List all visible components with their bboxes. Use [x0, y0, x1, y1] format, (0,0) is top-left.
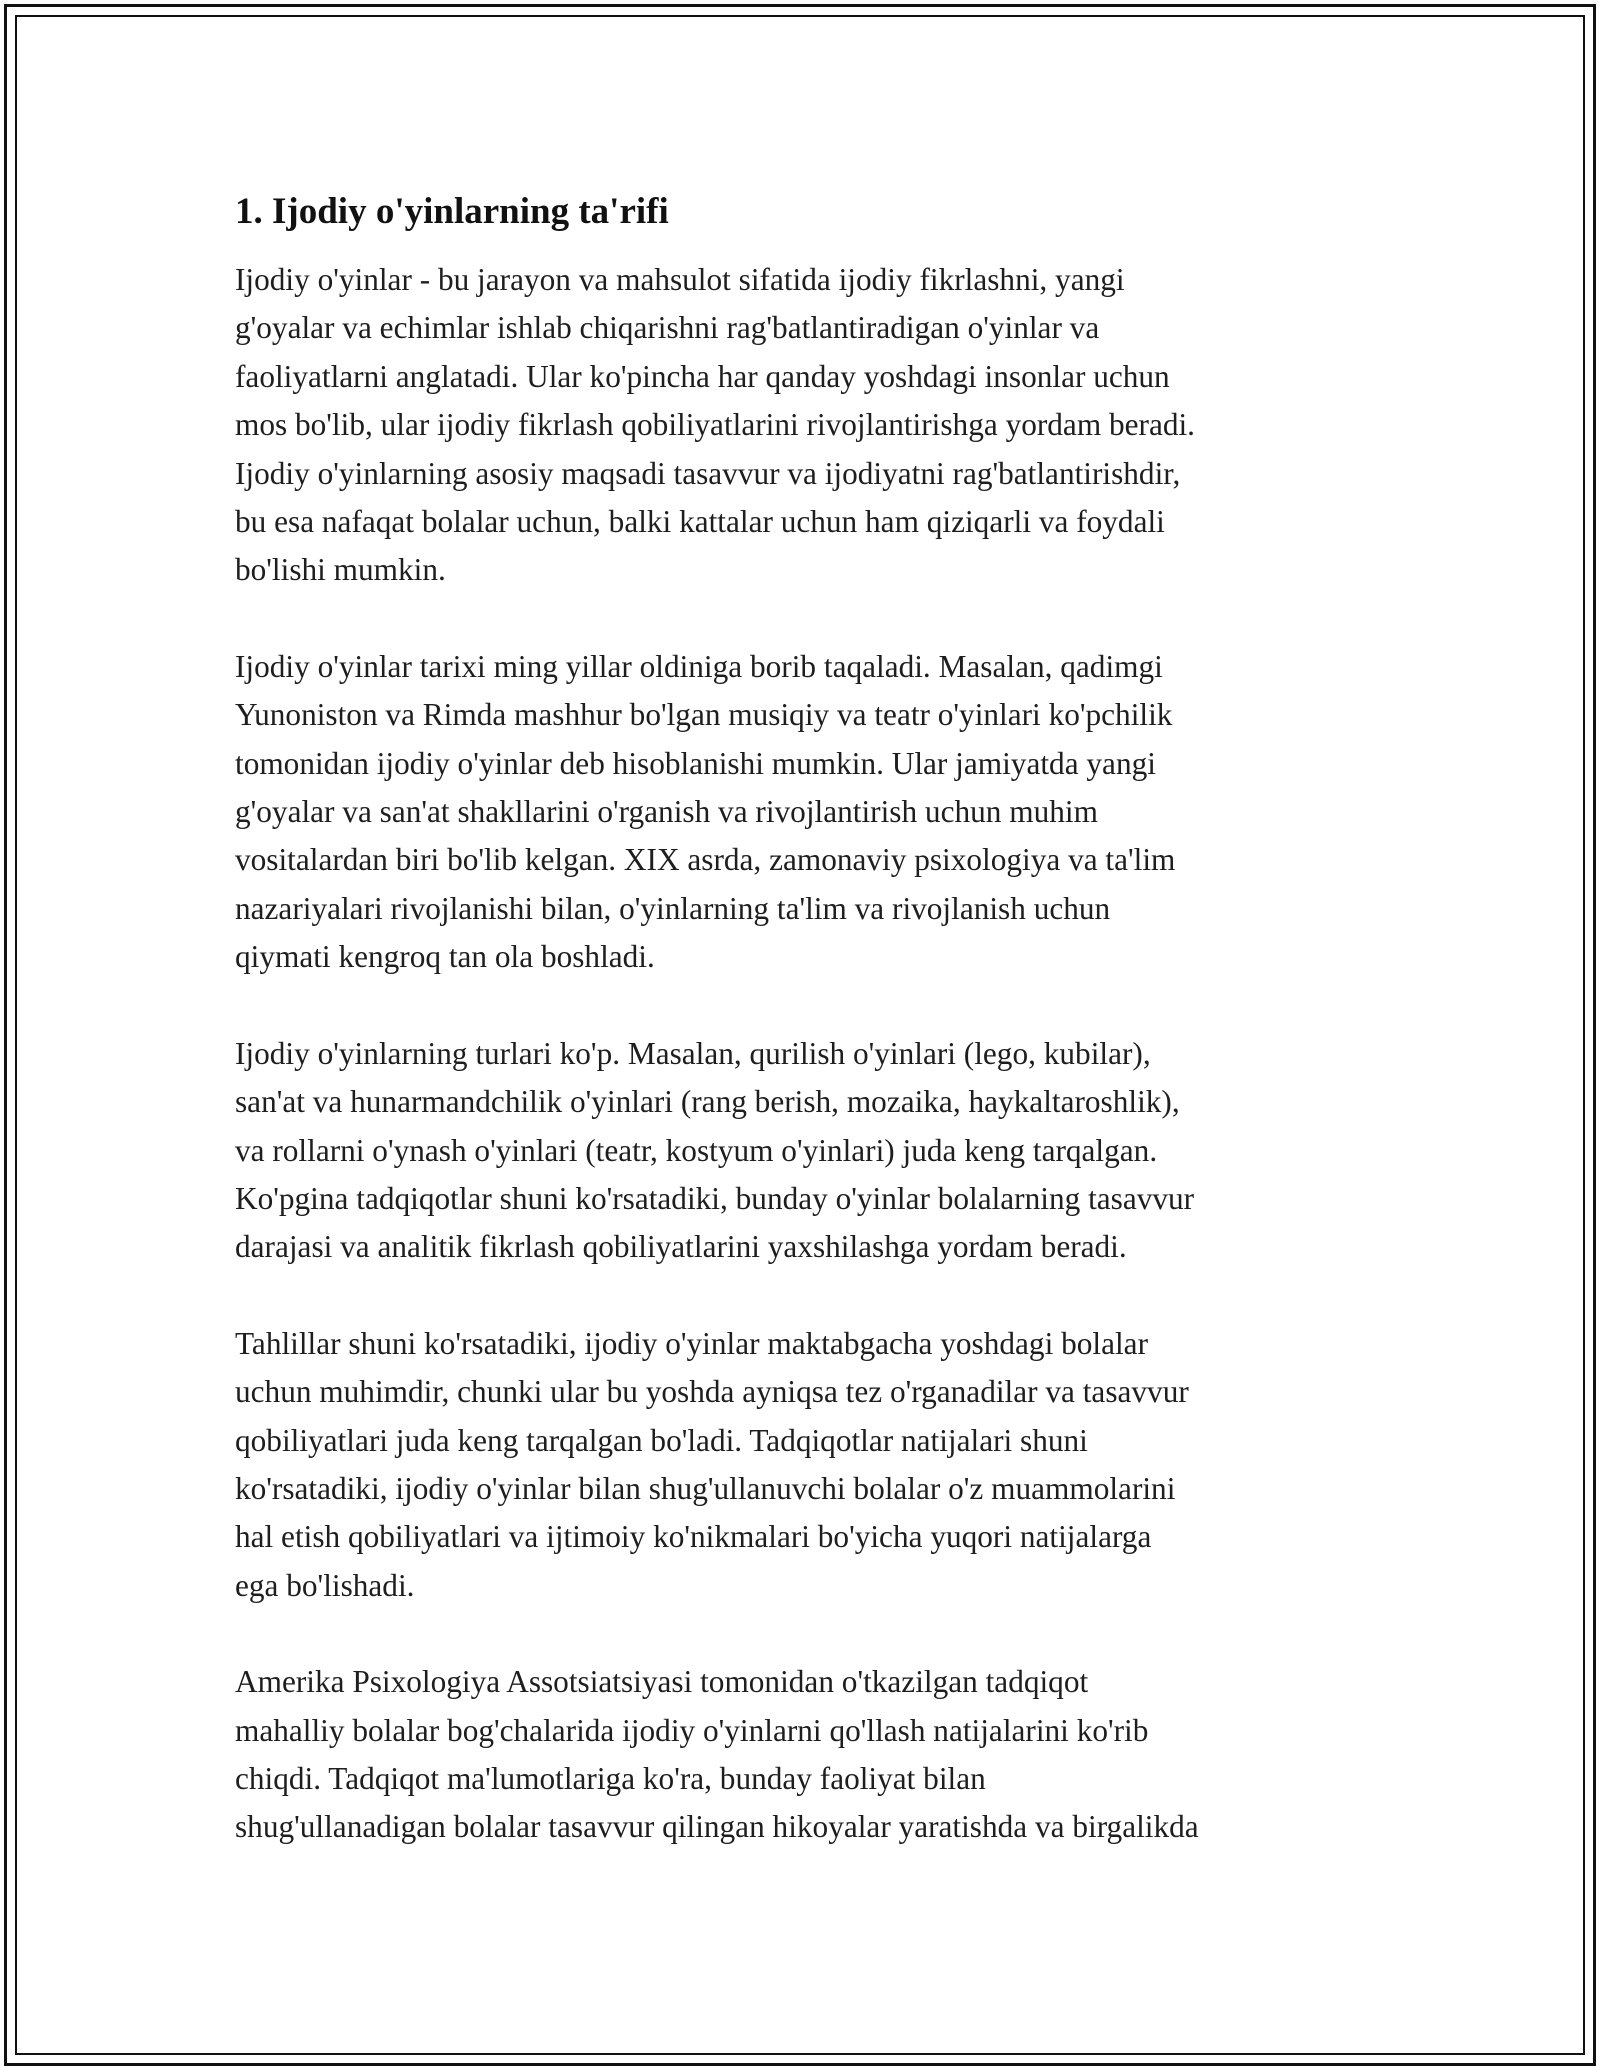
text-line: Ijodiy o'yinlar tarixi ming yillar oldiniga borib taqaladi. Masalan, qadimgi: [235, 648, 1163, 684]
text-line: nazariyalari rivojlanishi bilan, o'yinlarning ta'lim va rivojlanish uchun: [235, 890, 1111, 926]
text-line: san'at va hunarmandchilik o'yinlari (rang berish, mozaika, haykaltaroshlik),: [235, 1084, 1180, 1120]
text-line: shug'ullanadigan bolalar tasavvur qilingan hikoyalar yaratishda va birgalikda: [235, 1809, 1199, 1845]
text-line: mos bo'lib, ular ijodiy fikrlash qobiliyatlarini rivojlantirishga yordam beradi.: [235, 407, 1196, 443]
text-line: Yunoniston va Rimda mashhur bo'lgan musiqiy va teatr o'yinlari ko'pchilik: [235, 697, 1173, 733]
text-line: vositalardan biri bo'lib kelgan. XIX asrda, zamonaviy psixologiya va ta'lim: [235, 842, 1176, 878]
text-line: qiymati kengroq tan ola boshladi.: [235, 939, 655, 975]
text-line: bu esa nafaqat bolalar uchun, balki kattalar uchun ham qiziqarli va foydali: [235, 504, 1165, 540]
text-line: Tahlillar shuni ko'rsatadiki, ijodiy o'yinlar maktabgacha yoshdagi bolalar: [235, 1325, 1148, 1361]
text-line: Ko'pgina tadqiqotlar shuni ko'rsatadiki, bunday o'yinlar bolalarning tasavvur: [235, 1180, 1195, 1216]
text-line: Ijodiy o'yinlarning turlari ko'p. Masalan, qurilish o'yinlari (lego, kubilar),: [235, 1035, 1151, 1071]
text-line: chiqdi. Tadqiqot ma'lumotlariga ko'ra, bunday faoliyat bilan: [235, 1760, 986, 1796]
text-line: bo'lishi mumkin.: [235, 552, 446, 588]
text-line: Ijodiy o'yinlar - bu jarayon va mahsulot sifatida ijodiy fikrlashni, yangi: [235, 262, 1125, 297]
text-line: g'oyalar va echimlar ishlab chiqarishni rag'batlantiradigan o'yinlar va: [235, 310, 1100, 346]
text-line: uchun muhimdir, chunki ular bu yoshda ayniqsa tez o'rganadilar va tasavvur: [235, 1374, 1189, 1410]
text-line: Ijodiy o'yinlarning asosiy maqsadi tasavvur va ijodiyatni rag'batlantirishdir,: [235, 455, 1181, 491]
paragraph-definition: [235, 256, 1375, 595]
paragraph-history: [235, 643, 1375, 982]
text-line: va rollarni o'ynash o'yinlari (teatr, kostyum o'yinlari) juda keng tarqalgan.: [235, 1132, 1158, 1168]
text-line: darajasi va analitik fikrlash qobiliyatlarini yaxshilashga yordam beradi.: [235, 1229, 1127, 1265]
text-line: faoliyatlarni anglatadi. Ular ko'pincha har qanday yoshdagi insonlar uchun: [235, 358, 1170, 394]
text-line: mahalliy bolalar bog'chalarida ijodiy o'yinlarni qo'llash natijalarini ko'rib: [235, 1712, 1149, 1748]
text-line: tomonidan ijodiy o'yinlar deb hisoblanishi mumkin. Ular jamiyatda yangi: [235, 745, 1156, 781]
document-body: [235, 188, 1375, 1900]
text-line: hal etish qobiliyatlari va ijtimoiy ko'nikmalari bo'yicha yuqori natijalarga: [235, 1519, 1152, 1555]
text-line: qobiliyatlari juda keng tarqalgan bo'ladi. Tadqiqotlar natijalari shuni: [235, 1422, 1088, 1458]
text-line: ega bo'lishadi.: [235, 1567, 415, 1603]
paragraph-research: [235, 1658, 1375, 1852]
paragraph-types: [235, 1030, 1375, 1272]
text-line: g'oyalar va san'at shakllarini o'rganish va rivojlantirish uchun muhim: [235, 794, 1098, 830]
paragraph-analysis: [235, 1320, 1375, 1610]
text-line: ko'rsatadiki, ijodiy o'yinlar bilan shug'ullanuvchi bolalar o'z muammolarini: [235, 1470, 1176, 1506]
text-line: Amerika Psixologiya Assotsiatsiyasi tomonidan o'tkazilgan tadqiqot: [235, 1664, 1089, 1700]
section-heading: 1. Ijodiy o'yinlarning ta'rifi: [235, 191, 669, 232]
